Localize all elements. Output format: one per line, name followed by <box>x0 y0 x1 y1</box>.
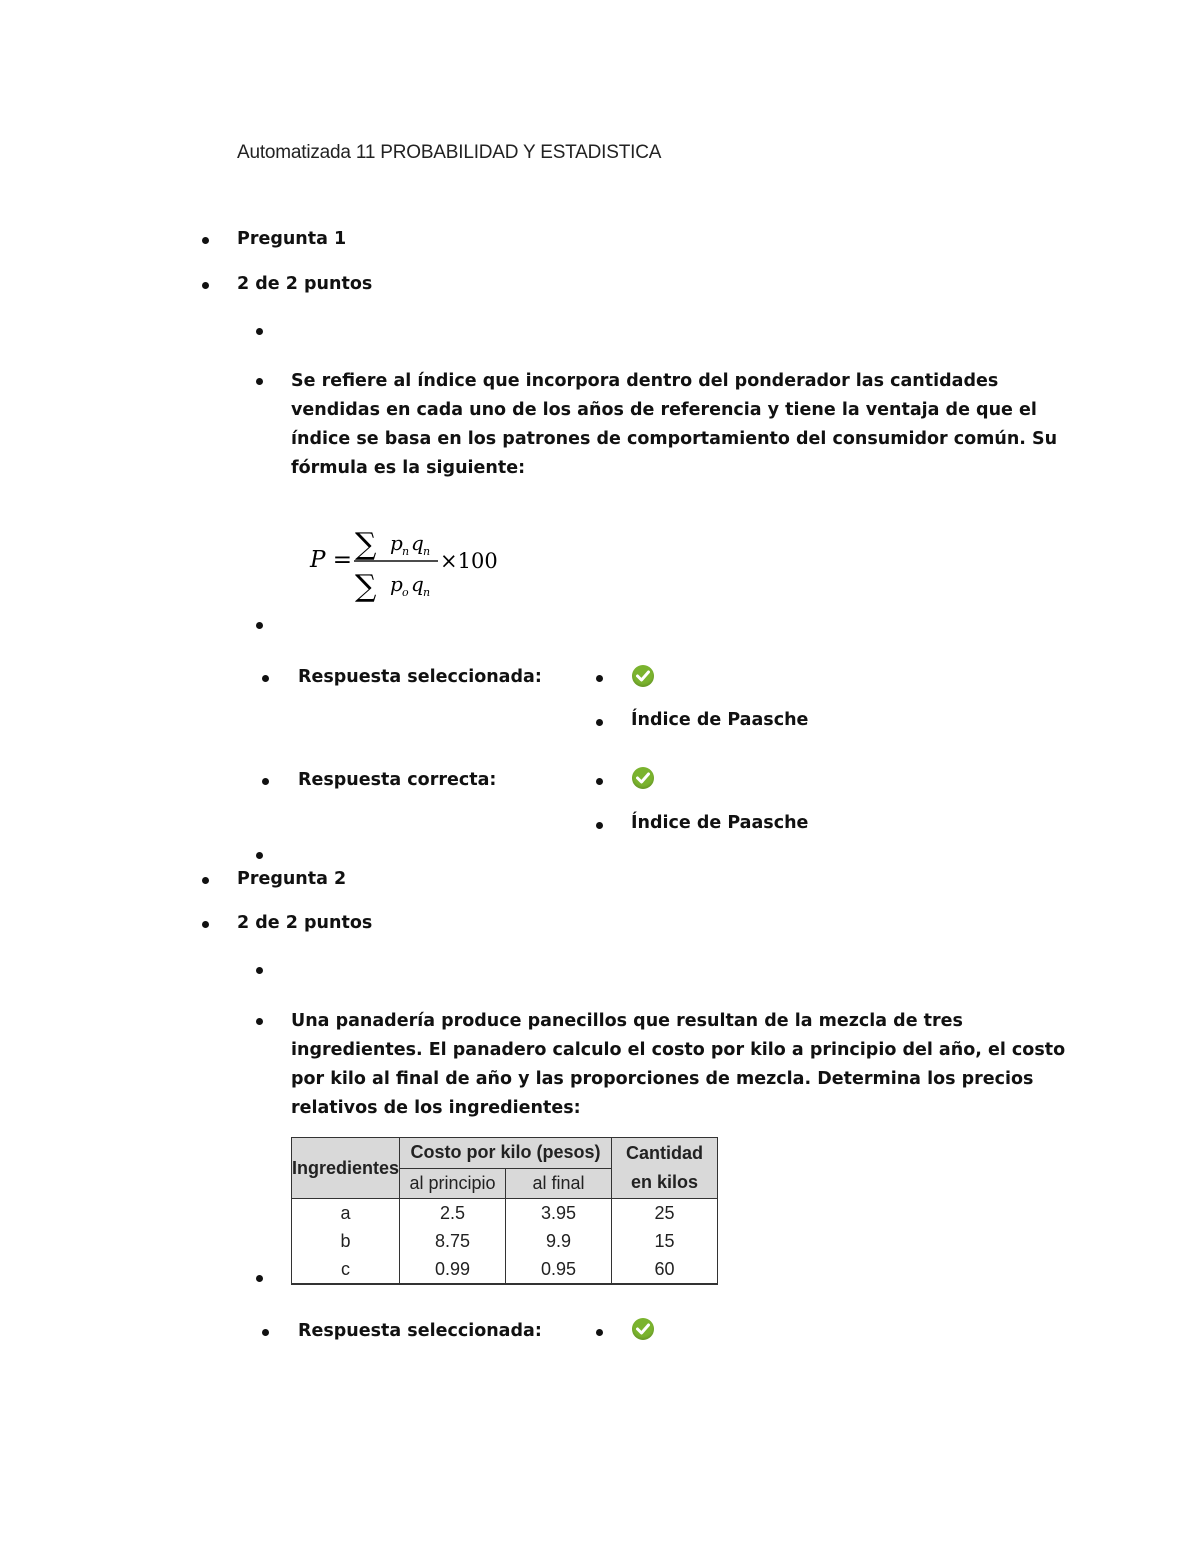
list-bullet <box>596 719 603 726</box>
table-header-end: al final <box>506 1168 612 1199</box>
table-cell: c <box>292 1255 400 1284</box>
numerator-q: q <box>411 531 424 555</box>
denominator-q: q <box>411 572 424 596</box>
q1-correct-answer-label: Respuesta correcta: <box>298 770 497 790</box>
formula-graphic <box>308 518 508 606</box>
sum-symbol: ∑ <box>355 527 377 562</box>
question-2-label: Pregunta 2 <box>237 869 347 889</box>
formula-times-100: ×100 <box>440 549 498 573</box>
table-cell: 9.9 <box>506 1227 612 1255</box>
list-bullet <box>202 237 209 244</box>
table-header-ingredients: Ingredientes <box>292 1138 400 1199</box>
table-cell: b <box>292 1227 400 1255</box>
q2-selected-answer-label: Respuesta seleccionada: <box>298 1321 542 1341</box>
list-bullet <box>256 328 263 335</box>
question-2-points: 2 de 2 puntos <box>237 913 373 933</box>
numerator-p-sub: n <box>402 545 410 558</box>
table-header-cost: Costo por kilo (pesos) <box>400 1138 612 1169</box>
paasche-formula <box>308 518 508 606</box>
table-cell: 8.75 <box>400 1227 506 1255</box>
q1-selected-answer-label: Respuesta seleccionada: <box>298 667 542 687</box>
list-bullet <box>596 675 603 682</box>
q1-correct-answer: Índice de Paasche <box>631 813 809 833</box>
table-cell: 15 <box>612 1227 718 1255</box>
numerator-p: p <box>390 531 403 555</box>
list-bullet <box>262 1329 269 1336</box>
list-bullet <box>256 852 263 859</box>
list-bullet <box>202 921 209 928</box>
check-circle-icon <box>632 665 654 687</box>
table-cell: a <box>292 1199 400 1228</box>
question-2-text: Una panadería produce panecillos que resultan de la mezcla de tres ingredientes. El panadero calculo el costo por kilo a principio del año, el costo por kilo al final de año y las proporciones de mezcla. Determina los precios relativos de los ingredientes: <box>291 1011 1066 1118</box>
table-header-start: al principio <box>400 1168 506 1199</box>
q1-selected-answer: Índice de Paasche <box>631 710 809 730</box>
list-bullet <box>256 622 263 629</box>
table-cell: 3.95 <box>506 1199 612 1228</box>
list-bullet <box>256 1275 263 1282</box>
question-1-points: 2 de 2 puntos <box>237 274 373 294</box>
check-circle-icon <box>632 767 654 789</box>
list-bullet <box>256 967 263 974</box>
list-bullet <box>596 822 603 829</box>
list-bullet <box>596 1329 603 1336</box>
sum-symbol: ∑ <box>355 569 377 604</box>
ingredients-table <box>291 1137 718 1285</box>
table-cell: 0.95 <box>506 1255 612 1284</box>
list-bullet <box>596 778 603 785</box>
table-cell: 2.5 <box>400 1199 506 1228</box>
table-header-quantity-line2: en kilos <box>631 1172 699 1192</box>
table-row <box>292 1255 718 1284</box>
list-bullet <box>262 675 269 682</box>
table-header-quantity-line1: Cantidad <box>626 1143 704 1163</box>
numerator-q-sub: n <box>423 545 431 558</box>
list-bullet <box>256 378 263 385</box>
denominator-p: p <box>390 572 403 596</box>
question-1-label: Pregunta 1 <box>237 229 347 249</box>
table-cell: 0.99 <box>400 1255 506 1284</box>
denominator-q-sub: n <box>423 586 431 599</box>
list-bullet <box>202 877 209 884</box>
list-bullet <box>202 282 209 289</box>
denominator-p-sub: o <box>402 586 409 599</box>
question-1-text: Se refiere al índice que incorpora dentro del ponderador las cantidades vendidas en cada uno de los años de referencia y tiene la ventaja de que el índice se basa en los patrones de comportamiento del consumidor común. Su fórmula es la siguiente: <box>291 371 1058 478</box>
table-cell: 25 <box>612 1199 718 1228</box>
document-title: Automatizada 11 PROBABILIDAD Y ESTADISTICA <box>237 142 662 163</box>
table-row <box>292 1227 718 1255</box>
table-cell: 60 <box>612 1255 718 1284</box>
list-bullet <box>256 1018 263 1025</box>
list-bullet <box>262 778 269 785</box>
formula-lhs: P = <box>310 547 353 573</box>
table-header-quantity <box>612 1138 718 1199</box>
check-circle-icon <box>632 1318 654 1340</box>
table-row <box>292 1199 718 1228</box>
